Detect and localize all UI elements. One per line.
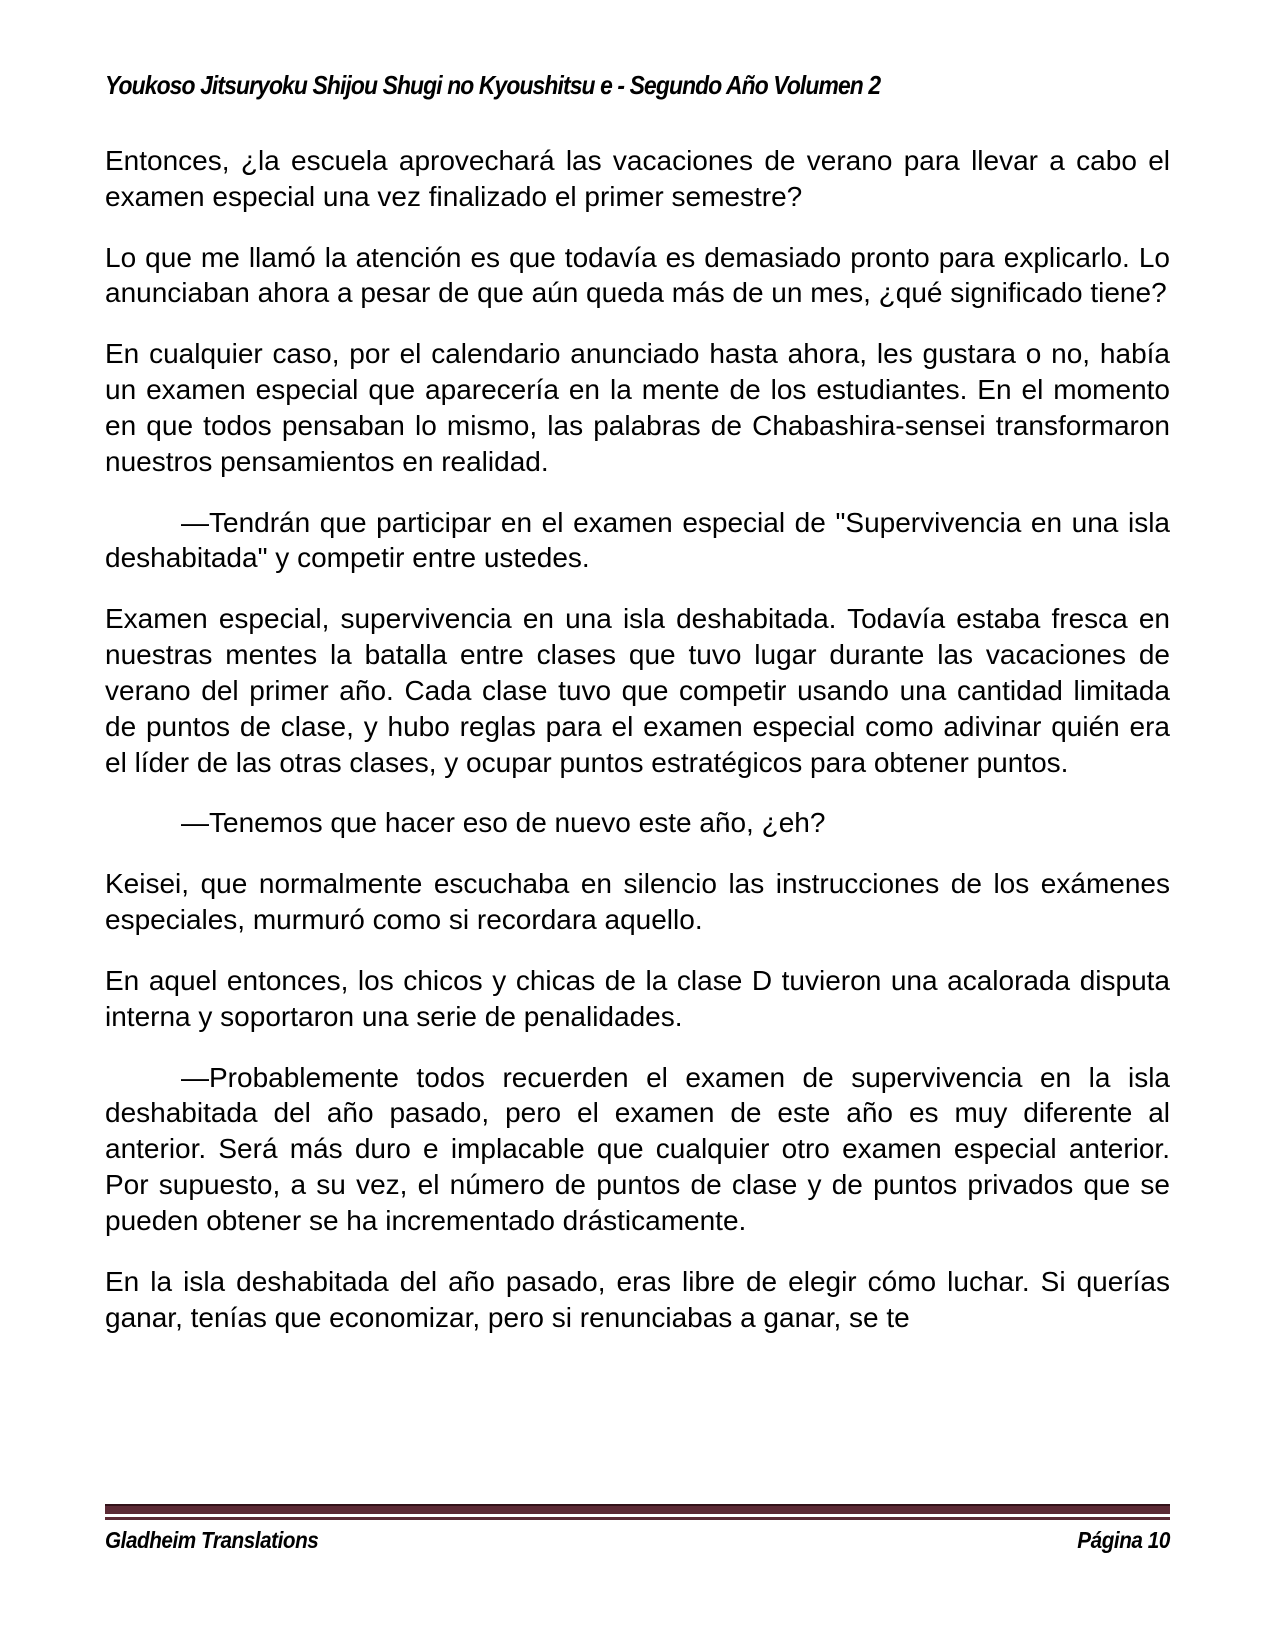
page-header (105, 70, 1170, 101)
footer-rule-thick-band (105, 1504, 1170, 1514)
body-paragraph: Entonces, ¿la escuela aprovechará las vacaciones de verano para llevar a cabo el examen especial una vez finalizado el primer semestre? (105, 145, 1170, 212)
body-paragraph: En cualquier caso, por el calendario anunciado hasta ahora, les gustara o no, había un examen especial que aparecería en la mente de los estudiantes. En el momento en que todos pensaban lo mismo, las palabras de Chabashira-sensei transformaron nuestros pensamientos en realidad. (105, 338, 1170, 477)
body-paragraph: Lo que me llamó la atención es que todavía es demasiado pronto para explicarlo. Lo anunciaban ahora a pesar de que aún queda más de un mes, ¿qué significado tiene? (105, 241, 1170, 309)
dialogue-paragraph: —Probablemente todos recuerden el examen de supervivencia en la isla deshabitada del año pasado, pero el examen de este año es muy diferente al anterior. Será más duro e implacable que cualquier otro examen especial anterior. Por supuesto, a su vez, el número de puntos de clase y de puntos privados que se pueden obtener se ha incrementado drásticamente. (105, 1061, 1170, 1236)
page-footer (105, 1504, 1170, 1554)
dialogue-paragraph: —Tenemos que hacer eso de nuevo este año, ¿eh? (181, 807, 826, 839)
translator-credit: Gladheim Translations (105, 1527, 319, 1553)
dialogue-paragraph: —Tendrán que participar en el examen especial de "Supervivencia en una isla deshabitada" y competir entre ustedes. (105, 506, 1170, 574)
footer-rule-thin-line (105, 1517, 1170, 1520)
body-paragraph: En aquel entonces, los chicos y chicas de la clase D tuvieron una acalorada disputa interna y soportaron una serie de penalidades. (105, 964, 1170, 1032)
page-number: Página 10 (1077, 1527, 1170, 1553)
footer-row (105, 1527, 1170, 1554)
body-paragraph: En la isla deshabitada del año pasado, eras libre de elegir cómo luchar. Si querías ganar, tenías que economizar, pero si renunciabas a ganar, se te (105, 1265, 1170, 1333)
body-paragraph: Examen especial, supervivencia en una isla deshabitada. Todavía estaba fresca en nuestras mentes la batalla entre clases que tuvo lugar durante las vacaciones de verano del primer año. Cada clase tuvo que competir usando una cantidad limitada de puntos de clase, y hubo reglas para el examen especial como adivinar quién era el líder de las otras clases, y ocupar puntos estratégicos para obtener puntos. (105, 603, 1170, 778)
content (105, 143, 1170, 1335)
body-paragraph: Keisei, que normalmente escuchaba en silencio las instrucciones de los exámenes especiales, murmuró como si recordara aquello. (105, 868, 1170, 936)
document-title: Youkoso Jitsuryoku Shijou Shugi no Kyoushitsu e - Segundo Año Volumen 2 (105, 70, 881, 100)
footer-rule (105, 1504, 1170, 1520)
